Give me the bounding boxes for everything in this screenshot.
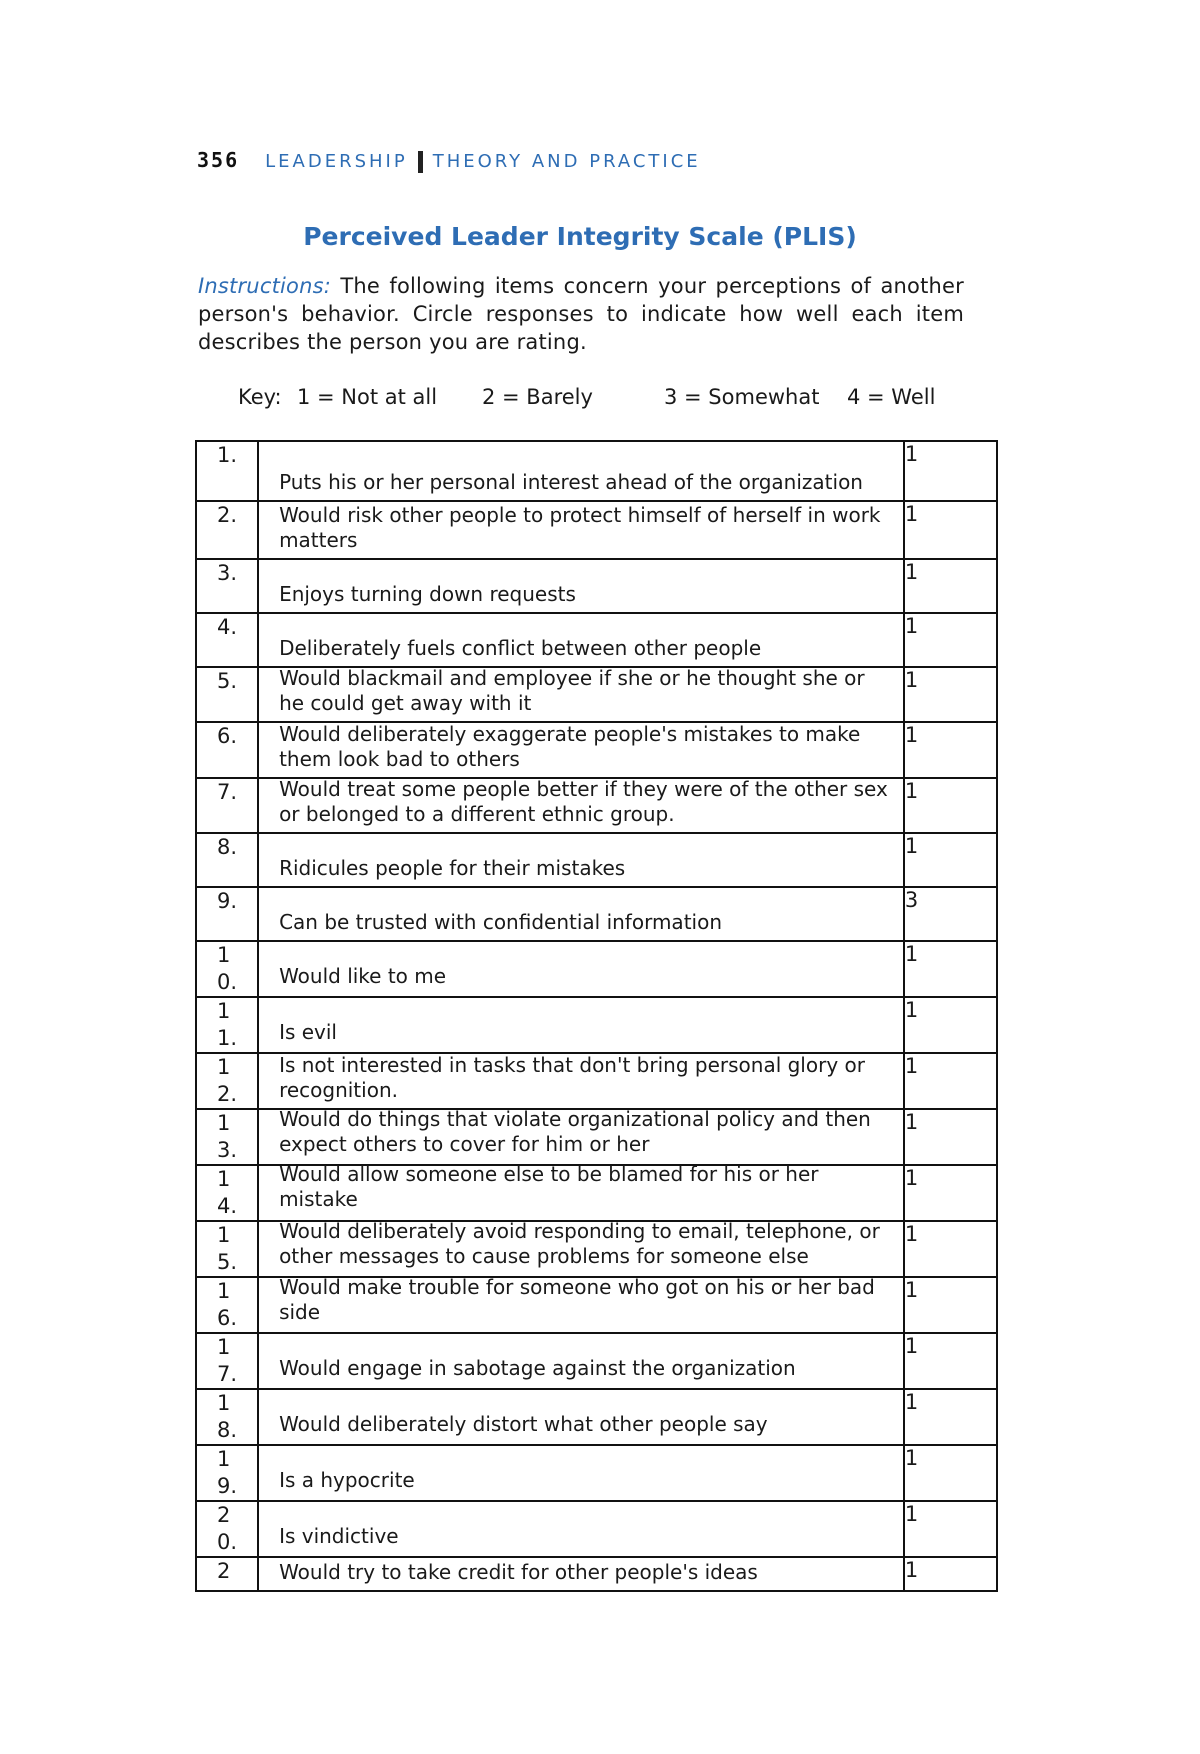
- table-row: [196, 1109, 997, 1165]
- item-response-value[interactable]: 1: [904, 1221, 997, 1277]
- instructions-label: Instructions:: [198, 274, 332, 298]
- item-text: Can be trusted with confidential information: [279, 910, 723, 934]
- item-response-value[interactable]: 1: [904, 441, 997, 501]
- item-number-cell: [196, 1445, 258, 1501]
- item-response-value[interactable]: 1: [904, 1557, 997, 1591]
- item-text: Is not interested in tasks that don't bring personal glory or recognition.: [279, 1053, 865, 1102]
- item-number-cell: [196, 1333, 258, 1389]
- item-number-cell: [196, 1165, 258, 1221]
- item-number-cell: [196, 1557, 258, 1591]
- item-number: 18.: [217, 1391, 238, 1442]
- item-number-cell: [196, 778, 258, 833]
- item-number-cell: [196, 833, 258, 887]
- item-number-cell: [196, 1221, 258, 1277]
- table-row: [196, 1333, 997, 1389]
- table-row: [196, 501, 997, 559]
- item-text-cell: [258, 501, 904, 559]
- item-text-cell: [258, 833, 904, 887]
- item-response-value[interactable]: 1: [904, 833, 997, 887]
- item-number-cell: [196, 1501, 258, 1557]
- item-text-cell: [258, 1053, 904, 1109]
- item-number: 14.: [217, 1167, 238, 1218]
- section-title-right: THEORY AND PRACTICE: [432, 151, 701, 172]
- table-row: [196, 722, 997, 778]
- item-response-value[interactable]: 3: [904, 887, 997, 941]
- table-row: [196, 1277, 997, 1333]
- item-text: Ridicules people for their mistakes: [279, 856, 626, 880]
- item-number-cell: [196, 559, 258, 613]
- item-text: Would try to take credit for other people's ideas: [279, 1560, 758, 1584]
- table-row: [196, 559, 997, 613]
- item-text-cell: [258, 1445, 904, 1501]
- item-number: 11.: [217, 999, 238, 1050]
- item-number: 2: [217, 1559, 231, 1583]
- item-text-cell: [258, 667, 904, 722]
- table-row: [196, 441, 997, 501]
- item-number-cell: [196, 1053, 258, 1109]
- item-response-value[interactable]: 1: [904, 1389, 997, 1445]
- item-text-cell: [258, 613, 904, 667]
- key-label: Key:: [238, 385, 282, 409]
- item-number: 12.: [217, 1055, 238, 1106]
- item-number: 10.: [217, 943, 238, 994]
- page-number: 356: [197, 148, 240, 172]
- item-number: 13.: [217, 1111, 238, 1162]
- table-row: [196, 1501, 997, 1557]
- item-number: 7.: [217, 780, 238, 804]
- item-number: 2.: [217, 503, 238, 527]
- item-text-cell: [258, 887, 904, 941]
- table-row: [196, 1053, 997, 1109]
- item-response-value[interactable]: 1: [904, 1109, 997, 1165]
- item-text-cell: [258, 1333, 904, 1389]
- item-number: 20.: [217, 1503, 238, 1554]
- item-response-value[interactable]: 1: [904, 1277, 997, 1333]
- table-row: [196, 997, 997, 1053]
- item-text: Would risk other people to protect himself of herself in work matters: [279, 503, 881, 552]
- item-text-cell: [258, 1501, 904, 1557]
- item-number-cell: [196, 667, 258, 722]
- key-option-1: 1 = Not at all: [297, 385, 438, 409]
- item-response-value[interactable]: 1: [904, 613, 997, 667]
- item-text: Would deliberately avoid responding to email, telephone, or other messages to cause problems for someone else: [279, 1219, 880, 1268]
- item-text: Enjoys turning down requests: [279, 582, 576, 606]
- key-option-2: 2 = Barely: [482, 385, 593, 409]
- item-number-cell: [196, 1389, 258, 1445]
- scale-title: Perceived Leader Integrity Scale (PLIS): [303, 222, 857, 251]
- item-response-value[interactable]: 1: [904, 997, 997, 1053]
- item-response-value[interactable]: 1: [904, 1501, 997, 1557]
- item-response-value[interactable]: 1: [904, 722, 997, 778]
- item-response-value[interactable]: 1: [904, 559, 997, 613]
- item-text-cell: [258, 1162, 904, 1221]
- item-number: 4.: [217, 615, 238, 639]
- table-row: [196, 1221, 997, 1277]
- table-row: [196, 941, 997, 997]
- item-text-cell: [258, 1221, 904, 1277]
- item-number: 19.: [217, 1447, 238, 1498]
- key-option-4: 4 = Well: [847, 385, 936, 409]
- items-table: [195, 440, 998, 1592]
- item-number-cell: [196, 722, 258, 778]
- item-text-cell: [258, 1109, 904, 1165]
- item-text: Would treat some people better if they were of the other sex or belonged to a different ethnic group.: [279, 777, 888, 826]
- item-response-value[interactable]: 1: [904, 1053, 997, 1109]
- item-number-cell: [196, 941, 258, 997]
- item-number: 3.: [217, 561, 238, 585]
- item-response-value[interactable]: 1: [904, 941, 997, 997]
- item-text-cell: [258, 941, 904, 997]
- table-row: [196, 1445, 997, 1501]
- item-text: Would engage in sabotage against the organization: [279, 1356, 796, 1380]
- item-number: 9.: [217, 889, 238, 913]
- item-number-cell: [196, 613, 258, 667]
- item-text-cell: [258, 997, 904, 1053]
- item-number-cell: [196, 997, 258, 1053]
- table-row: [196, 1165, 997, 1221]
- table-row: [196, 1389, 997, 1445]
- table-row: [196, 833, 997, 887]
- item-text: Is a hypocrite: [279, 1468, 415, 1492]
- item-text: Is evil: [279, 1020, 337, 1044]
- item-text-cell: [258, 1557, 904, 1591]
- item-text: Puts his or her personal interest ahead of the organization: [279, 470, 863, 494]
- table-row: [196, 778, 997, 833]
- running-header: [197, 148, 701, 173]
- item-text: Would deliberately distort what other people say: [279, 1412, 768, 1436]
- table-row: [196, 1557, 997, 1591]
- item-response-value[interactable]: 1: [904, 1333, 997, 1389]
- item-number-cell: [196, 441, 258, 501]
- item-text: Would make trouble for someone who got on his or her bad side: [279, 1275, 875, 1324]
- item-text: Would do things that violate organizational policy and then expect others to cover for him or her: [279, 1107, 871, 1156]
- item-text: Is vindictive: [279, 1524, 399, 1548]
- item-text: Would allow someone else to be blamed for his or her mistake: [279, 1162, 819, 1211]
- item-text: Would deliberately exaggerate people's mistakes to make them look bad to others: [279, 722, 861, 771]
- item-response-value[interactable]: 1: [904, 1445, 997, 1501]
- item-response-value[interactable]: 1: [904, 501, 997, 559]
- header-divider: [418, 151, 423, 173]
- key-option-3: 3 = Somewhat: [664, 385, 820, 409]
- item-text-cell: [258, 778, 904, 833]
- item-text: Would like to me: [279, 964, 447, 988]
- item-text: Would blackmail and employee if she or he thought she or he could get away with it: [279, 666, 865, 715]
- item-number: 5.: [217, 669, 238, 693]
- item-number: 17.: [217, 1335, 238, 1386]
- item-number: 1.: [217, 443, 238, 467]
- item-text-cell: [258, 722, 904, 778]
- table-row: [196, 887, 997, 941]
- table-row: [196, 667, 997, 722]
- item-text: Deliberately fuels conflict between other people: [279, 636, 762, 660]
- instructions-paragraph: [198, 272, 964, 356]
- item-number: 6.: [217, 724, 238, 748]
- item-number-cell: [196, 1277, 258, 1333]
- item-number: 16.: [217, 1279, 238, 1330]
- item-number-cell: [196, 887, 258, 941]
- item-text-cell: [258, 1389, 904, 1445]
- item-number-cell: [196, 501, 258, 559]
- table-row: [196, 613, 997, 667]
- item-text-cell: [258, 559, 904, 613]
- item-text-cell: [258, 441, 904, 501]
- item-response-value[interactable]: 1: [904, 1165, 997, 1221]
- item-number: 15.: [217, 1223, 238, 1274]
- instructions-text: The following items concern your perceptions of another person's behavior. Circle responses to indicate how well each item describes the person you are rating.: [198, 274, 964, 354]
- item-response-value[interactable]: 1: [904, 778, 997, 833]
- item-text-cell: [258, 1277, 904, 1333]
- item-number: 8.: [217, 835, 238, 859]
- item-number-cell: [196, 1109, 258, 1165]
- section-title-left: LEADERSHIP: [265, 151, 408, 172]
- item-response-value[interactable]: 1: [904, 667, 997, 722]
